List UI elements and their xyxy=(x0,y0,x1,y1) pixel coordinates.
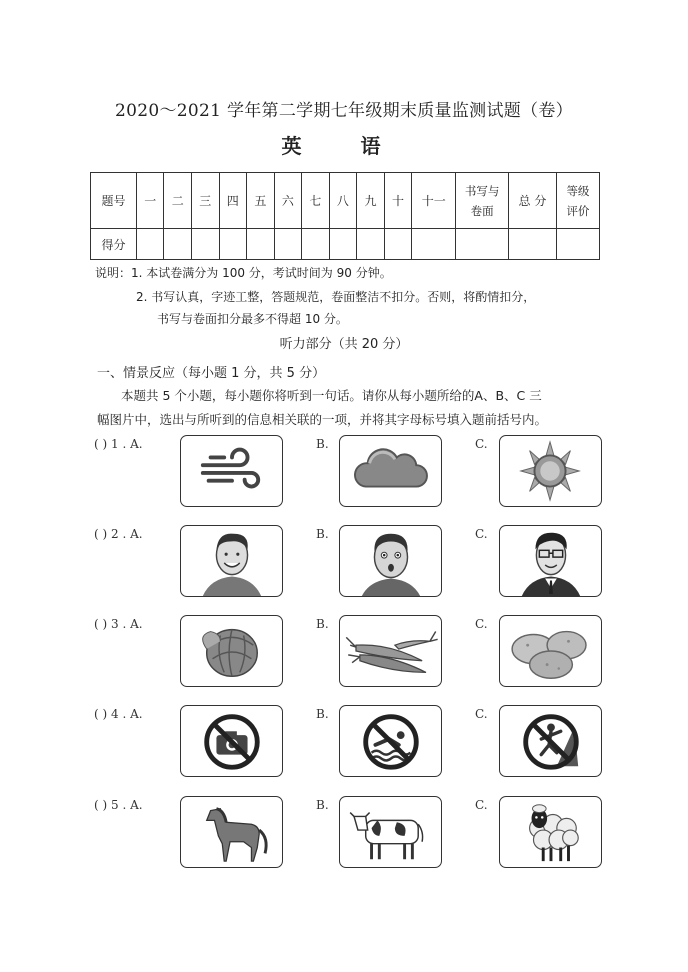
instruction-line-1: 说明：1. 本试卷满分为 100 分，考试时间为 90 分钟。 xyxy=(95,266,392,280)
score-header-cell: 七 xyxy=(302,173,330,229)
question-3-option-b: B. xyxy=(316,617,329,631)
no-swimming-sign-icon[interactable] xyxy=(339,705,442,777)
score-header-cell: 四 xyxy=(219,173,247,229)
score-header-total: 总 分 xyxy=(508,173,556,229)
no-climbing-sign-icon[interactable] xyxy=(499,705,602,777)
question-2-label: ( ) 2 . A. xyxy=(94,527,143,541)
question-2-option-b: B. xyxy=(316,527,329,541)
score-header-cell: 五 xyxy=(247,173,275,229)
score-header-cell: 二 xyxy=(164,173,192,229)
score-input-cell[interactable] xyxy=(412,229,456,260)
question-4-option-b: B. xyxy=(316,707,329,721)
question-5-label: ( ) 5 . A. xyxy=(94,798,143,812)
horse-icon[interactable] xyxy=(180,796,283,868)
score-input-cell[interactable] xyxy=(384,229,412,260)
score-input-cell[interactable] xyxy=(302,229,330,260)
section1-title: 一、情景反应（每小题 1 分，共 5 分） xyxy=(97,366,326,381)
cloud-icon[interactable] xyxy=(339,435,442,507)
score-input-cell[interactable] xyxy=(192,229,220,260)
score-header-grade-line2: 评价 xyxy=(566,203,590,218)
score-header-writing-line2: 卷面 xyxy=(470,203,494,218)
question-1-label: ( ) 1 . A. xyxy=(94,437,143,451)
score-input-cell[interactable] xyxy=(164,229,192,260)
score-input-cell[interactable] xyxy=(247,229,275,260)
score-input-cell[interactable] xyxy=(136,229,164,260)
section1-desc-line2: 幅图片中，选出与所听到的信息相关联的一项，并将其字母标号填入题前括号内。 xyxy=(97,412,548,427)
score-input-cell[interactable] xyxy=(556,229,599,260)
sun-icon[interactable] xyxy=(499,435,602,507)
score-input-cell[interactable] xyxy=(329,229,357,260)
question-3-label: ( ) 3 . A. xyxy=(94,617,143,631)
score-header-cell: 十 xyxy=(384,173,412,229)
score-header-cell: 八 xyxy=(329,173,357,229)
score-header-cell: 九 xyxy=(357,173,385,229)
question-2-option-c: C. xyxy=(475,527,488,541)
question-4-option-c: C. xyxy=(475,707,488,721)
potatoes-icon[interactable] xyxy=(499,615,602,687)
score-header-grade-line1: 等级 xyxy=(566,183,590,198)
subject-title: 英 语 xyxy=(281,134,407,158)
score-input-cell[interactable] xyxy=(357,229,385,260)
exam-title: 2020～2021 学年第二学期七年级期末质量监测试题（卷） xyxy=(115,101,573,121)
score-input-cell[interactable] xyxy=(508,229,556,260)
cow-icon[interactable] xyxy=(339,796,442,868)
section1-desc-line1: 本题共 5 个小题，每小题你将听到一句话。请你从每小题所给的A、B、C 三 xyxy=(121,388,542,403)
question-1-option-b: B. xyxy=(316,437,329,451)
score-header-cell: 三 xyxy=(192,173,220,229)
score-header-writing-line1: 书写与 xyxy=(464,183,500,198)
score-input-cell[interactable] xyxy=(456,229,509,260)
score-header-cell: 题号 xyxy=(91,173,137,229)
instruction-line-3: 书写与卷面扣分最多不得超 10 分。 xyxy=(157,312,348,326)
score-header-writing xyxy=(456,173,509,229)
score-header-cell: 一 xyxy=(136,173,164,229)
question-1-option-c: C. xyxy=(475,437,488,451)
surprised-man-icon[interactable] xyxy=(339,525,442,597)
question-5-option-c: C. xyxy=(475,798,488,812)
instruction-line-2: 2. 书写认真，字迹工整，答题规范，卷面整洁不扣分。否则，将酌情扣分， xyxy=(136,290,536,304)
listening-heading: 听力部分（共 20 分） xyxy=(279,337,409,352)
no-photos-sign-icon[interactable] xyxy=(180,705,283,777)
score-input-cell[interactable] xyxy=(274,229,302,260)
wind-icon[interactable] xyxy=(180,435,283,507)
smiling-man-icon[interactable] xyxy=(180,525,283,597)
sheep-icon[interactable] xyxy=(499,796,602,868)
score-header-cell: 十一 xyxy=(412,173,456,229)
cabbage-icon[interactable] xyxy=(180,615,283,687)
score-header-cell: 六 xyxy=(274,173,302,229)
score-header-grade xyxy=(556,173,599,229)
carrots-icon[interactable] xyxy=(339,615,442,687)
question-3-option-c: C. xyxy=(475,617,488,631)
question-4-label: ( ) 4 . A. xyxy=(94,707,143,721)
question-5-option-b: B. xyxy=(316,798,329,812)
man-with-glasses-icon[interactable] xyxy=(499,525,602,597)
score-table xyxy=(90,172,600,260)
score-row-label: 得分 xyxy=(91,229,137,260)
score-input-cell[interactable] xyxy=(219,229,247,260)
